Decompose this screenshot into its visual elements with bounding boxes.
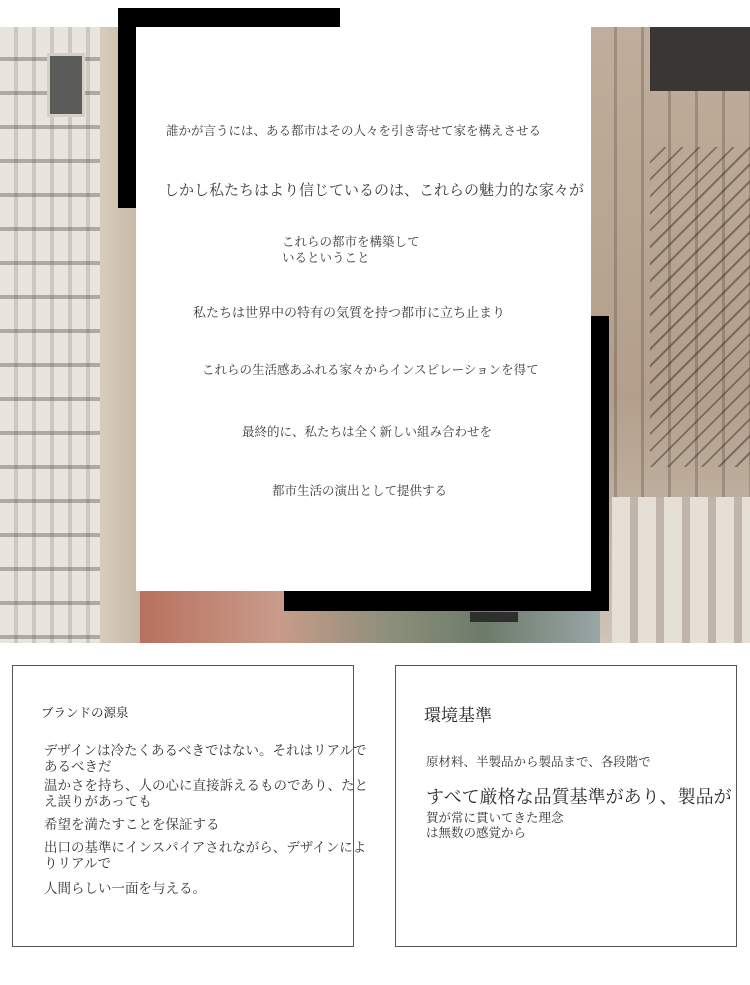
brand-origin-box	[12, 665, 368, 947]
environment-paragraph-1: 原材料、半製品から製品まで、各段階で	[426, 754, 651, 769]
brand-paragraph-5: 人間らしい一面を与える。	[44, 881, 206, 897]
building-window	[47, 53, 85, 117]
brand-origin-title: ブランドの源泉	[41, 705, 129, 720]
intro-card	[136, 27, 591, 591]
environment-standard-title: 環境基準	[424, 706, 492, 726]
left-building	[0, 27, 100, 643]
brand-paragraph-3: 希望を満たすことを保証する	[44, 817, 220, 833]
intro-line-3a: これらの都市を構築して	[282, 234, 420, 249]
intro-line-3b: いるということ	[282, 250, 370, 265]
fire-escape	[650, 147, 750, 467]
intro-line-4: 私たちは世界中の特有の気質を持つ都市に立ち止まり	[193, 306, 506, 321]
brand-paragraph-1: デザインは冷たくあるべきではない。それはリアルであるべきだ	[44, 743, 367, 775]
environment-paragraph-3: 賀が常に貫いてきた理念は無数の感覚から	[426, 810, 564, 840]
environment-paragraph-2: すべて厳格な品質基準があり、製品が	[426, 787, 732, 808]
right-building-awning	[650, 27, 750, 91]
intro-line-2: しかし私たちはより信じているのは、これらの魅力的な家々が	[164, 181, 585, 199]
environment-standard-box	[395, 665, 737, 947]
intro-line-1: 誰かが言うには、ある都市はその人々を引き寄せて家を構えさせる	[166, 123, 542, 138]
building-columns	[612, 497, 750, 643]
intro-line-7: 都市生活の演出として提供する	[272, 483, 448, 498]
brand-paragraph-4: 出口の基準にインスパイアされながら、デザインによりリアルで	[44, 840, 367, 872]
intro-line-3	[282, 234, 482, 266]
brand-paragraph-2: 温かさを持ち、人の心に直接訴えるものであり、たとえ誤りがあっても	[44, 778, 368, 810]
intro-line-6: 最終的に、私たちは全く新しい組み合わせを	[242, 424, 493, 439]
street-sign	[470, 612, 518, 622]
intro-line-5: これらの生活感あふれる家々からインスピレーションを得て	[202, 362, 539, 377]
